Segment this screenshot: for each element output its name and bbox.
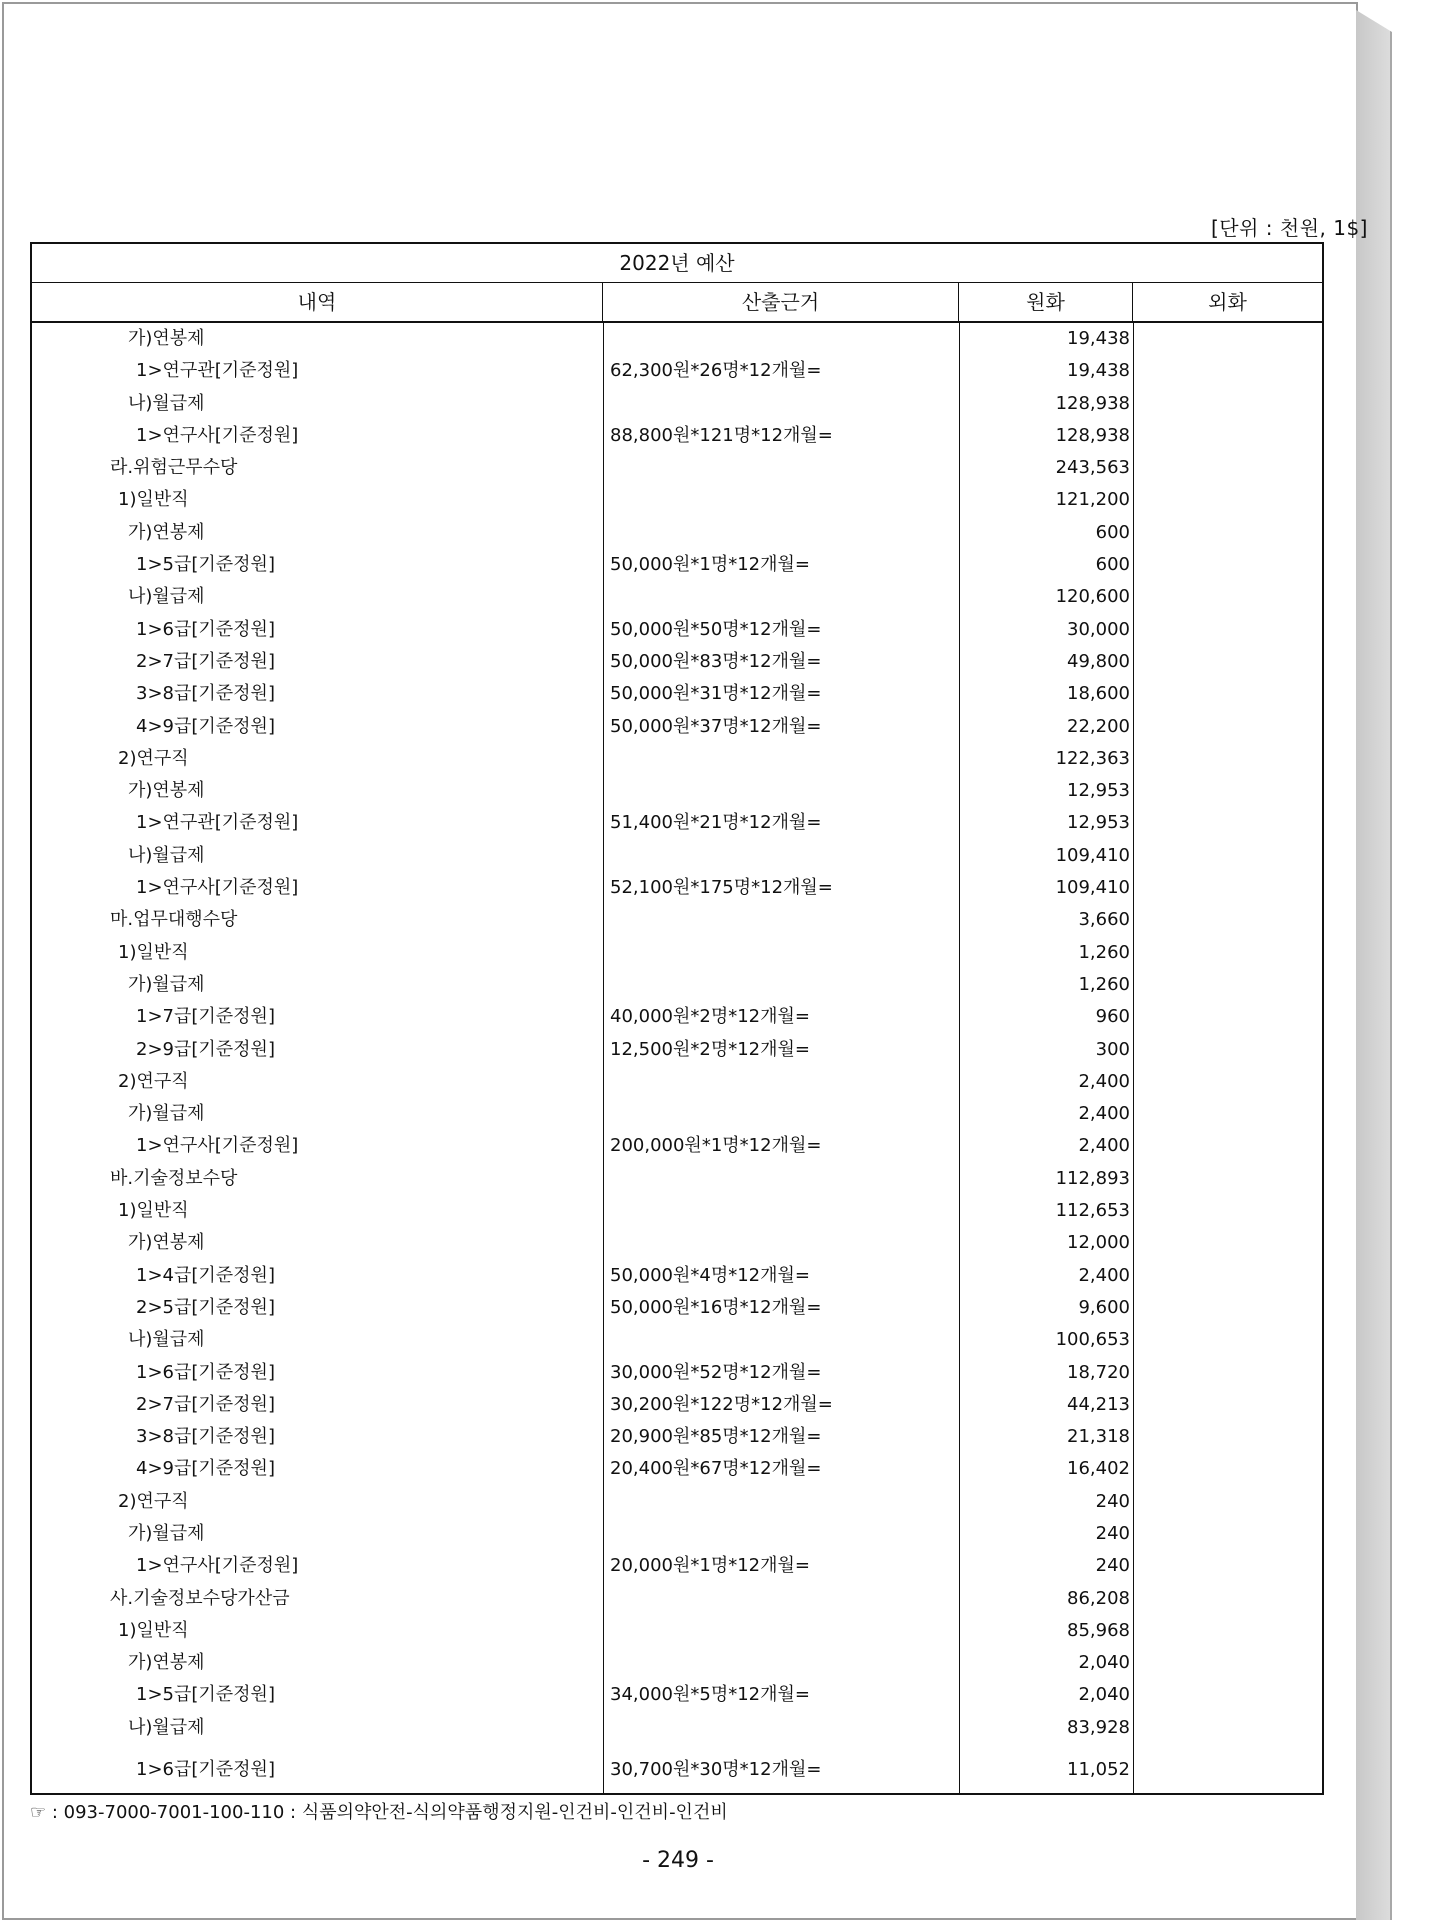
table-title: 2022년 예산 (32, 244, 1322, 283)
row-foreign (1133, 872, 1322, 904)
row-item: 1)일반직 (118, 489, 189, 511)
row-foreign (1133, 355, 1322, 387)
table-row (32, 1130, 1322, 1162)
row-won: 600 (1095, 554, 1130, 576)
row-item: 3>8급[기준정원] (136, 683, 275, 705)
row-item: 나)월급제 (128, 586, 205, 608)
row-item: 2>7급[기준정원] (136, 650, 275, 672)
row-item: 1>5급[기준정원] (136, 1684, 275, 1706)
row-item: 나)월급제 (128, 1329, 205, 1351)
row-won: 19,438 (1067, 360, 1130, 382)
table-row (32, 1518, 1322, 1550)
row-item: 2)연구직 (118, 1070, 189, 1092)
header-won: 원화 (959, 283, 1133, 321)
row-basis: 50,000원*4명*12개월= (610, 1264, 810, 1286)
row-won: 121,200 (1055, 489, 1130, 511)
row-won: 112,653 (1055, 1200, 1130, 1222)
row-item: 가)연봉제 (128, 328, 205, 349)
row-foreign (1133, 1389, 1322, 1421)
row-basis (603, 517, 959, 549)
row-won: 600 (1095, 521, 1130, 543)
table-row (32, 1163, 1322, 1195)
header-foreign: 외화 (1208, 290, 1247, 314)
row-foreign (1133, 517, 1322, 549)
row-basis (603, 452, 959, 484)
row-won: 18,600 (1067, 683, 1130, 705)
row-basis: 50,000원*16명*12개월= (610, 1296, 822, 1318)
table-row (32, 1260, 1322, 1292)
row-foreign (1133, 1066, 1322, 1098)
row-basis (603, 969, 959, 1001)
row-item: 나)월급제 (128, 844, 205, 866)
row-foreign (1133, 1712, 1322, 1744)
row-basis (603, 1712, 959, 1744)
row-basis: 40,000원*2명*12개월= (610, 1006, 810, 1028)
row-won: 2,400 (1078, 1103, 1130, 1125)
row-basis (603, 743, 959, 775)
row-won: 9,600 (1078, 1296, 1130, 1318)
row-won: 300 (1095, 1038, 1130, 1060)
row-foreign (1133, 937, 1322, 969)
table-body (32, 323, 1322, 1793)
row-foreign (1133, 840, 1322, 872)
row-basis (603, 1195, 959, 1227)
row-foreign (1133, 1195, 1322, 1227)
row-basis: 20,400원*67명*12개월= (610, 1458, 822, 1480)
row-item: 1>연구관[기준정원] (136, 360, 299, 382)
row-basis: 50,000원*1명*12개월= (610, 554, 810, 576)
table-row (32, 840, 1322, 872)
row-won: 86,208 (1067, 1587, 1130, 1609)
row-won: 240 (1095, 1555, 1130, 1577)
row-basis (603, 1227, 959, 1259)
row-won: 44,213 (1067, 1393, 1130, 1415)
table-row (32, 484, 1322, 516)
row-foreign (1133, 581, 1322, 613)
table-row (32, 678, 1322, 710)
row-foreign (1133, 323, 1322, 355)
row-foreign (1133, 1292, 1322, 1324)
row-basis (603, 1066, 959, 1098)
table-row (32, 1001, 1322, 1033)
row-foreign (1133, 614, 1322, 646)
row-item: 2>7급[기준정원] (136, 1393, 275, 1415)
table-row (32, 1712, 1322, 1744)
row-foreign (1133, 388, 1322, 420)
row-item: 가)연봉제 (128, 1652, 205, 1674)
row-item: 4>9급[기준정원] (136, 715, 275, 737)
table-row (32, 1227, 1322, 1259)
row-foreign (1133, 1518, 1322, 1550)
row-won: 960 (1095, 1006, 1130, 1028)
row-won: 2,400 (1078, 1070, 1130, 1092)
table-row (32, 1583, 1322, 1615)
row-basis (603, 323, 959, 355)
row-foreign (1133, 1324, 1322, 1356)
row-item: 가)연봉제 (128, 1232, 205, 1254)
table-row (32, 904, 1322, 936)
row-item: 1>4급[기준정원] (136, 1264, 275, 1286)
row-item: 1>연구사[기준정원] (136, 877, 299, 899)
row-basis (603, 1647, 959, 1679)
row-foreign (1133, 678, 1322, 710)
row-item: 1>연구사[기준정원] (136, 1135, 299, 1157)
row-item: 1)일반직 (118, 941, 189, 963)
row-won: 128,938 (1055, 424, 1130, 446)
row-basis: 88,800원*121명*12개월= (610, 424, 833, 446)
row-item: 2)연구직 (118, 747, 189, 769)
row-basis: 50,000원*31명*12개월= (610, 683, 822, 705)
row-item: 1>연구사[기준정원] (136, 424, 299, 446)
row-basis (603, 581, 959, 613)
row-foreign (1133, 452, 1322, 484)
row-item: 라.위험근무수당 (110, 457, 238, 479)
row-basis (603, 937, 959, 969)
table-row (32, 388, 1322, 420)
row-item: 1>6급[기준정원] (136, 1361, 275, 1383)
table-row (32, 1453, 1322, 1485)
row-basis (603, 1163, 959, 1195)
row-won: 12,953 (1067, 780, 1130, 802)
table-row (32, 1421, 1322, 1453)
row-basis: 34,000원*5명*12개월= (610, 1684, 810, 1706)
row-item: 가)월급제 (128, 973, 205, 995)
row-foreign (1133, 904, 1322, 936)
row-item: 3>8급[기준정원] (136, 1426, 275, 1448)
row-won: 1,260 (1078, 941, 1130, 963)
row-foreign (1133, 743, 1322, 775)
row-foreign (1133, 1130, 1322, 1162)
table-row (32, 937, 1322, 969)
row-foreign (1133, 1163, 1322, 1195)
row-won: 3,660 (1078, 909, 1130, 931)
row-item: 2>9급[기준정원] (136, 1038, 275, 1060)
row-foreign (1133, 1486, 1322, 1518)
row-won: 11,052 (1067, 1759, 1130, 1781)
page-number: - 249 - (642, 1848, 714, 1873)
table-row (32, 1098, 1322, 1130)
row-foreign (1133, 775, 1322, 807)
table-row (32, 969, 1322, 1001)
row-foreign (1133, 1647, 1322, 1679)
row-won: 21,318 (1067, 1426, 1130, 1448)
row-foreign (1133, 969, 1322, 1001)
row-foreign (1133, 1260, 1322, 1292)
row-foreign (1133, 420, 1322, 452)
table-row (32, 549, 1322, 581)
footnote: ☞ : 093-7000-7001-100-110 : 식품의약안전-식의약품행정지원-인건비-인건비-인건비 (30, 1802, 728, 1823)
row-won: 83,928 (1067, 1716, 1130, 1738)
row-basis: 62,300원*26명*12개월= (610, 360, 822, 382)
table-row (32, 1754, 1322, 1786)
table-row (32, 517, 1322, 549)
row-item: 가)월급제 (128, 1103, 205, 1125)
page-stack-edge (1356, 10, 1392, 1920)
row-basis (603, 1486, 959, 1518)
row-basis (603, 1098, 959, 1130)
row-won: 12,953 (1067, 812, 1130, 834)
row-foreign (1133, 1227, 1322, 1259)
row-foreign (1133, 1421, 1322, 1453)
row-won: 19,438 (1067, 328, 1130, 349)
row-item: 가)월급제 (128, 1522, 205, 1544)
table-row (32, 1679, 1322, 1711)
row-item: 가)연봉제 (128, 780, 205, 802)
row-won: 1,260 (1078, 973, 1130, 995)
row-foreign (1133, 1034, 1322, 1066)
table-row (32, 1066, 1322, 1098)
row-foreign (1133, 807, 1322, 839)
row-won: 22,200 (1067, 715, 1130, 737)
row-foreign (1133, 646, 1322, 678)
budget-table (30, 242, 1324, 1795)
row-foreign (1133, 1754, 1322, 1786)
row-won: 2,040 (1078, 1684, 1130, 1706)
table-row (32, 1550, 1322, 1582)
row-won: 128,938 (1055, 392, 1130, 414)
row-basis (603, 1583, 959, 1615)
row-basis: 30,700원*30명*12개월= (610, 1759, 822, 1781)
row-won: 2,400 (1078, 1135, 1130, 1157)
table-row (32, 1034, 1322, 1066)
row-foreign (1133, 1357, 1322, 1389)
row-foreign (1133, 1550, 1322, 1582)
row-basis (603, 1324, 959, 1356)
unit-label: [단위 : 천원, 1$] (1210, 216, 1368, 240)
row-won: 30,000 (1067, 618, 1130, 640)
row-won: 240 (1095, 1490, 1130, 1512)
row-won: 112,893 (1055, 1167, 1130, 1189)
row-won: 240 (1095, 1522, 1130, 1544)
row-foreign (1133, 1679, 1322, 1711)
row-foreign (1133, 1615, 1322, 1647)
row-basis (603, 484, 959, 516)
row-foreign (1133, 1001, 1322, 1033)
table-row (32, 452, 1322, 484)
row-basis: 50,000원*50명*12개월= (610, 618, 822, 640)
row-item: 2>5급[기준정원] (136, 1296, 275, 1318)
row-basis (603, 840, 959, 872)
row-won: 120,600 (1055, 586, 1130, 608)
row-foreign (1133, 1453, 1322, 1485)
table-row (32, 1647, 1322, 1679)
row-basis: 30,000원*52명*12개월= (610, 1361, 822, 1383)
table-rows (32, 323, 1322, 1786)
table-row (32, 355, 1322, 387)
row-basis: 50,000원*37명*12개월= (610, 715, 822, 737)
header-basis: 산출근거 (603, 283, 959, 321)
row-item: 사.기술정보수당가산금 (110, 1587, 290, 1609)
row-item: 1>연구관[기준정원] (136, 812, 299, 834)
row-basis (603, 775, 959, 807)
row-item: 1>6급[기준정원] (136, 1759, 275, 1781)
row-won: 85,968 (1067, 1619, 1130, 1641)
row-basis: 51,400원*21명*12개월= (610, 812, 822, 834)
row-item: 2)연구직 (118, 1490, 189, 1512)
table-row (32, 420, 1322, 452)
row-basis (603, 904, 959, 936)
row-won: 49,800 (1067, 650, 1130, 672)
table-row (32, 775, 1322, 807)
row-basis: 50,000원*83명*12개월= (610, 650, 822, 672)
row-item: 1>연구사[기준정원] (136, 1555, 299, 1577)
table-row (32, 1195, 1322, 1227)
row-won: 243,563 (1055, 457, 1130, 479)
row-item: 1>6급[기준정원] (136, 618, 275, 640)
header-item: 내역 (32, 283, 603, 321)
row-foreign (1133, 711, 1322, 743)
row-won: 109,410 (1055, 877, 1130, 899)
table-row (32, 807, 1322, 839)
row-won: 109,410 (1055, 844, 1130, 866)
row-won: 2,040 (1078, 1652, 1130, 1674)
row-basis: 20,000원*1명*12개월= (610, 1555, 810, 1577)
row-won: 2,400 (1078, 1264, 1130, 1286)
table-row (32, 872, 1322, 904)
row-item: 1>7급[기준정원] (136, 1006, 275, 1028)
table-row (32, 1486, 1322, 1518)
row-item: 1>5급[기준정원] (136, 554, 275, 576)
row-won: 122,363 (1055, 747, 1130, 769)
row-item: 4>9급[기준정원] (136, 1458, 275, 1480)
row-foreign (1133, 1098, 1322, 1130)
table-row (32, 743, 1322, 775)
row-basis: 200,000원*1명*12개월= (610, 1135, 822, 1157)
table-row (32, 1292, 1322, 1324)
table-row (32, 1324, 1322, 1356)
table-row (32, 1615, 1322, 1647)
row-basis: 12,500원*2명*12개월= (610, 1038, 810, 1060)
row-won: 12,000 (1067, 1232, 1130, 1254)
row-basis (603, 1518, 959, 1550)
row-item: 1)일반직 (118, 1619, 189, 1641)
row-basis (603, 388, 959, 420)
table-row (32, 1357, 1322, 1389)
table-row (32, 614, 1322, 646)
table-header-row (32, 283, 1322, 323)
row-basis: 52,100원*175명*12개월= (610, 877, 833, 899)
row-basis: 30,200원*122명*12개월= (610, 1393, 833, 1415)
row-item: 마.업무대행수당 (110, 909, 238, 931)
row-item: 나)월급제 (128, 392, 205, 414)
row-item: 1)일반직 (118, 1200, 189, 1222)
table-row (32, 646, 1322, 678)
row-item: 나)월급제 (128, 1716, 205, 1738)
row-item: 바.기술정보수당 (110, 1167, 238, 1189)
table-row (32, 581, 1322, 613)
row-basis: 20,900원*85명*12개월= (610, 1426, 822, 1448)
row-won: 100,653 (1055, 1329, 1130, 1351)
row-won: 18,720 (1067, 1361, 1130, 1383)
row-basis (603, 1615, 959, 1647)
row-foreign (1133, 1583, 1322, 1615)
row-item: 가)연봉제 (128, 521, 205, 543)
row-foreign (1133, 549, 1322, 581)
row-foreign (1133, 484, 1322, 516)
table-row (32, 711, 1322, 743)
table-row (32, 1389, 1322, 1421)
row-won: 16,402 (1067, 1458, 1130, 1480)
table-row (32, 323, 1322, 355)
